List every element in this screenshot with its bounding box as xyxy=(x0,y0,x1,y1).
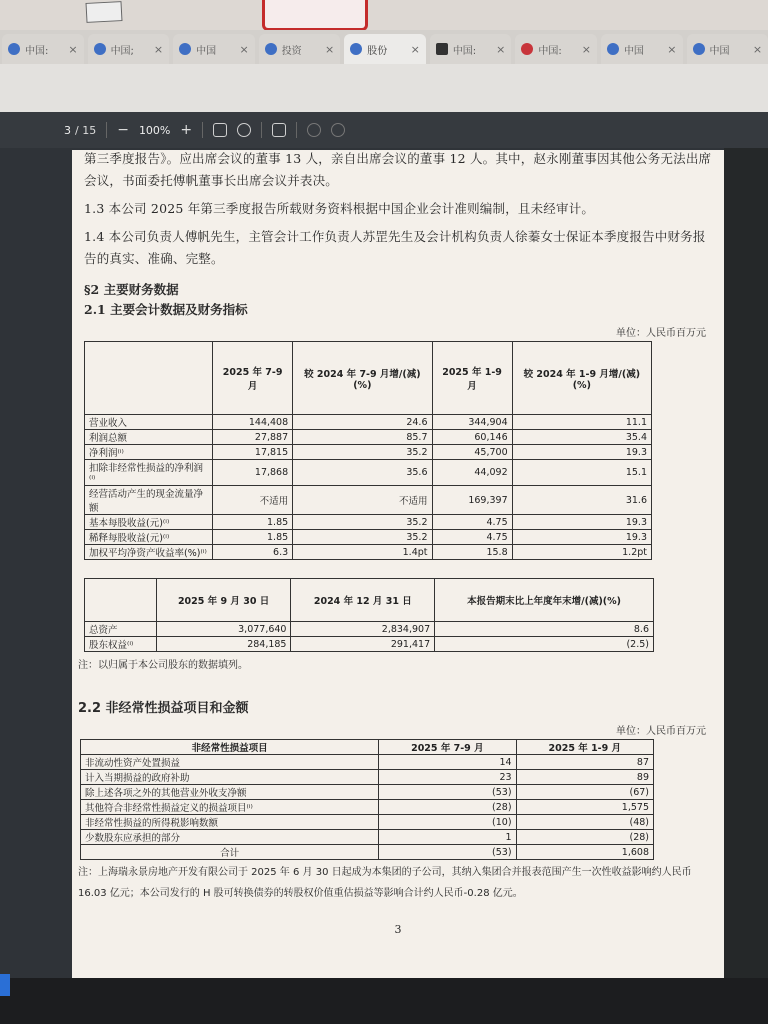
table-header-row xyxy=(85,579,654,622)
address-bar-area xyxy=(0,64,768,112)
tab-title: 中国 xyxy=(623,45,644,57)
page-number-input[interactable]: 3 xyxy=(64,123,71,137)
zoom-level[interactable]: 100% xyxy=(138,123,171,137)
column-header: 2025 年 1-9 月 xyxy=(516,740,653,755)
table-row xyxy=(85,515,652,530)
page-indicator xyxy=(64,124,96,137)
zoom-in-button[interactable]: + xyxy=(180,122,193,138)
cell-value: 15.8 xyxy=(432,545,512,560)
taskbar-corner xyxy=(0,974,10,996)
cell-value: 24.6 xyxy=(293,415,432,430)
cell-value: (53) xyxy=(379,785,516,800)
cell-value: 85.7 xyxy=(293,430,432,445)
browser-tab[interactable] xyxy=(173,34,255,64)
redo-icon[interactable] xyxy=(331,123,345,137)
row-label: 股东权益⁽ⁱ⁾ xyxy=(85,637,157,652)
cell-value: 4.75 xyxy=(432,515,512,530)
table-row xyxy=(81,785,654,800)
tab-title: 中国 xyxy=(709,45,730,57)
page-footer-number: 3 xyxy=(394,923,402,936)
cell-value: 87 xyxy=(516,755,653,770)
row-label: 加权平均净资产收益率(%)⁽ⁱ⁾ xyxy=(85,545,213,560)
table-row xyxy=(85,430,652,445)
cell-value: 6.3 xyxy=(213,545,293,560)
toolbar-divider xyxy=(202,122,203,138)
table-row xyxy=(85,445,652,460)
cell-value: 19.3 xyxy=(512,445,651,460)
cell-value: (48) xyxy=(516,815,653,830)
pdf-toolbar xyxy=(0,112,768,148)
cell-value: 35.4 xyxy=(512,430,651,445)
table-row xyxy=(85,637,654,652)
cell-value: 4.75 xyxy=(432,530,512,545)
tab-title: 中国: xyxy=(25,45,49,57)
browser-tab[interactable] xyxy=(687,34,768,64)
cell-value: 23 xyxy=(379,770,516,785)
close-icon[interactable]: × xyxy=(667,42,677,56)
paragraph-meeting: 第三季度报告》。应出席会议的董事 13 人，亲自出席会议的董事 12 人。其中，赵永刚董事因其他公务无法出席会议，书面委托傅帆董事长出席会议并表决。 xyxy=(84,151,712,188)
table-row xyxy=(85,530,652,545)
table-note-2: 注：上海瑞永景房地产开发有限公司于 2025 年 6 月 30 日起成为本集团的子公司，其纳入集团合并报表范围产生一次性收益影响约人民币 16.03 亿元；本公司发行的 H 股可转换债券的转股权价值重估损益等影响合计约人民币-0.28 亿元。 xyxy=(78,867,692,899)
cell-value: 35.6 xyxy=(293,460,432,486)
cell-value: 8.6 xyxy=(435,622,654,637)
column-header: 较 2024 年 1-9 月增/(减)(%) xyxy=(512,342,651,415)
subsection-heading-2-2: 2.2 非经常性损益项目和金额 xyxy=(78,701,249,716)
cell-value: 284,185 xyxy=(156,637,291,652)
video-icon xyxy=(436,43,448,55)
table-header-row xyxy=(85,342,652,415)
browser-tab[interactable] xyxy=(344,34,426,64)
cell-value: 60,146 xyxy=(432,430,512,445)
cell-value: 14 xyxy=(379,755,516,770)
column-header: 非经常性损益项目 xyxy=(81,740,379,755)
cell-value: 15.1 xyxy=(512,460,651,486)
cell-value: 17,815 xyxy=(213,445,293,460)
cell-value: 11.1 xyxy=(512,415,651,430)
table-row xyxy=(85,415,652,430)
table-row xyxy=(81,830,654,845)
cell-value: 44,092 xyxy=(432,460,512,486)
row-label: 除上述各项之外的其他营业外收支净额 xyxy=(81,785,379,800)
cell-value: (2.5) xyxy=(435,637,654,652)
page-total: / 15 xyxy=(75,123,97,137)
cell-value: (28) xyxy=(379,800,516,815)
browser-tab[interactable] xyxy=(88,34,170,64)
viewer-right-margin xyxy=(724,148,768,1008)
cell-value: 1.85 xyxy=(213,515,293,530)
subsection-heading: 2.1 主要会计数据及财务指标 xyxy=(84,302,248,317)
close-icon[interactable]: × xyxy=(325,42,335,56)
browser-tab[interactable] xyxy=(430,34,512,64)
rotate-icon[interactable] xyxy=(237,123,251,137)
browser-tab[interactable] xyxy=(2,34,84,64)
close-icon[interactable]: × xyxy=(581,42,591,56)
screen-bezel-bottom xyxy=(0,978,768,1024)
fit-page-icon[interactable] xyxy=(213,123,227,137)
close-icon[interactable]: × xyxy=(68,42,78,56)
handwritten-note xyxy=(262,0,368,31)
document-icon xyxy=(179,43,191,55)
toolbar-divider xyxy=(261,122,262,138)
row-label: 非流动性资产处置损益 xyxy=(81,755,379,770)
cell-value: (28) xyxy=(516,830,653,845)
tab-title: 中国; xyxy=(110,45,134,57)
row-label: 基本每股收益(元)⁽ⁱ⁾ xyxy=(85,515,213,530)
unit-label: 单位：人民币百万元 xyxy=(616,328,706,339)
cell-value: 169,397 xyxy=(432,486,512,515)
paragraph-1-4: 1.4 本公司负责人傅帆先生，主管会计工作负责人苏罡先生及会计机构负责人徐蓁女士保证本季度报告中财务报告的真实、准确、完整。 xyxy=(84,229,706,266)
close-icon[interactable]: × xyxy=(239,42,249,56)
cell-value: 35.2 xyxy=(293,515,432,530)
tab-title: 中国: xyxy=(538,45,562,57)
sticker-label xyxy=(86,1,123,23)
cell-value: 35.2 xyxy=(293,445,432,460)
column-header: 2025 年 1-9 月 xyxy=(432,342,512,415)
cell-value: 2,834,907 xyxy=(291,622,435,637)
table-row xyxy=(81,815,654,830)
close-icon[interactable]: × xyxy=(496,42,506,56)
cell-value: 144,408 xyxy=(213,415,293,430)
paragraph-1-3: 1.3 本公司 2025 年第三季度报告所载财务资料根据中国企业会计准则编制，且未经审计。 xyxy=(84,201,595,216)
cell-value: 19.3 xyxy=(512,515,651,530)
document-icon xyxy=(94,43,106,55)
row-label: 经营活动产生的现金流量净额 xyxy=(85,486,213,515)
row-label: 其他符合非经常性损益定义的损益项目⁽ⁱ⁾ xyxy=(81,800,379,815)
column-header: 本报告期末比上年度年末增/(减)(%) xyxy=(435,579,654,622)
cell-value: (10) xyxy=(379,815,516,830)
column-header: 2024 年 12 月 31 日 xyxy=(291,579,435,622)
cell-value: 不适用 xyxy=(293,486,432,515)
row-label: 非经常性损益的所得税影响数额 xyxy=(81,815,379,830)
row-label: 合计 xyxy=(81,845,379,860)
toolbar-divider xyxy=(106,122,107,138)
table-row xyxy=(85,486,652,515)
document-icon xyxy=(8,43,20,55)
row-label: 利润总额 xyxy=(85,430,213,445)
pdf-page xyxy=(72,150,724,984)
cell-value: 1.2pt xyxy=(512,545,651,560)
browser-tab[interactable] xyxy=(601,34,683,64)
cell-value: 不适用 xyxy=(213,486,293,515)
table-row xyxy=(81,800,654,815)
row-label: 稀释每股收益(元)⁽ⁱ⁾ xyxy=(85,530,213,545)
row-label: 总资产 xyxy=(85,622,157,637)
document-icon xyxy=(265,43,277,55)
column-header: 较 2024 年 7-9 月增/(减)(%) xyxy=(293,342,432,415)
row-label: 营业收入 xyxy=(85,415,213,430)
cell-value: (53) xyxy=(379,845,516,860)
column-header: 2025 年 7-9 月 xyxy=(213,342,293,415)
cell-value: 291,417 xyxy=(291,637,435,652)
document-icon xyxy=(607,43,619,55)
close-icon[interactable]: × xyxy=(153,42,164,56)
tab-title: 投资 xyxy=(281,45,302,57)
table-row xyxy=(81,845,654,860)
table-header-row xyxy=(81,740,654,755)
column-header: 2025 年 9 月 30 日 xyxy=(156,579,291,622)
browser-tab-bar xyxy=(0,30,768,64)
document-icon xyxy=(693,43,705,55)
table-note: 注：以归属于本公司股东的数据填列。 xyxy=(78,660,248,671)
table-row xyxy=(85,460,652,486)
draw-icon[interactable] xyxy=(272,123,286,137)
row-label: 扣除非经常性损益的净利润⁽ⁱ⁾ xyxy=(85,460,213,486)
column-header: 2025 年 7-9 月 xyxy=(379,740,516,755)
cell-value: 1.85 xyxy=(213,530,293,545)
close-icon[interactable]: × xyxy=(752,42,763,56)
non-recurring-table xyxy=(80,739,654,860)
tab-title: 中国 xyxy=(196,45,217,57)
unit-label: 单位：人民币百万元 xyxy=(616,726,706,737)
red-logo-icon xyxy=(521,43,533,55)
table-row xyxy=(81,770,654,785)
cell-value: 45,700 xyxy=(432,445,512,460)
tab-title: 股份 xyxy=(367,45,388,57)
column-header xyxy=(85,342,213,415)
cell-value: 1,608 xyxy=(516,845,653,860)
table-row xyxy=(85,622,654,637)
table-row xyxy=(85,545,652,560)
table-row xyxy=(81,755,654,770)
cell-value: 17,868 xyxy=(213,460,293,486)
browser-tab[interactable] xyxy=(515,34,597,64)
zoom-out-button[interactable]: − xyxy=(117,122,129,138)
row-label: 少数股东应承担的部分 xyxy=(81,830,379,845)
cell-value: 19.3 xyxy=(512,530,651,545)
undo-icon[interactable] xyxy=(307,123,321,137)
cell-value: (67) xyxy=(516,785,653,800)
cell-value: 1,575 xyxy=(516,800,653,815)
document-icon xyxy=(350,43,362,55)
cell-value: 89 xyxy=(516,770,653,785)
column-header xyxy=(85,579,157,622)
cell-value: 27,887 xyxy=(213,430,293,445)
section-heading: §2 主要财务数据 xyxy=(84,282,179,297)
cell-value: 344,904 xyxy=(432,415,512,430)
browser-tab[interactable] xyxy=(259,34,341,64)
cell-value: 35.2 xyxy=(293,530,432,545)
cell-value: 31.6 xyxy=(512,486,651,515)
close-icon[interactable]: × xyxy=(410,42,420,56)
balance-table xyxy=(84,578,654,652)
cell-value: 1 xyxy=(379,830,516,845)
key-financials-table xyxy=(84,341,652,560)
row-label: 计入当期损益的政府补助 xyxy=(81,770,379,785)
cell-value: 3,077,640 xyxy=(156,622,291,637)
tab-title: 中国: xyxy=(452,45,477,57)
row-label: 净利润⁽ⁱ⁾ xyxy=(85,445,213,460)
cell-value: 1.4pt xyxy=(293,545,432,560)
toolbar-divider xyxy=(296,122,297,138)
